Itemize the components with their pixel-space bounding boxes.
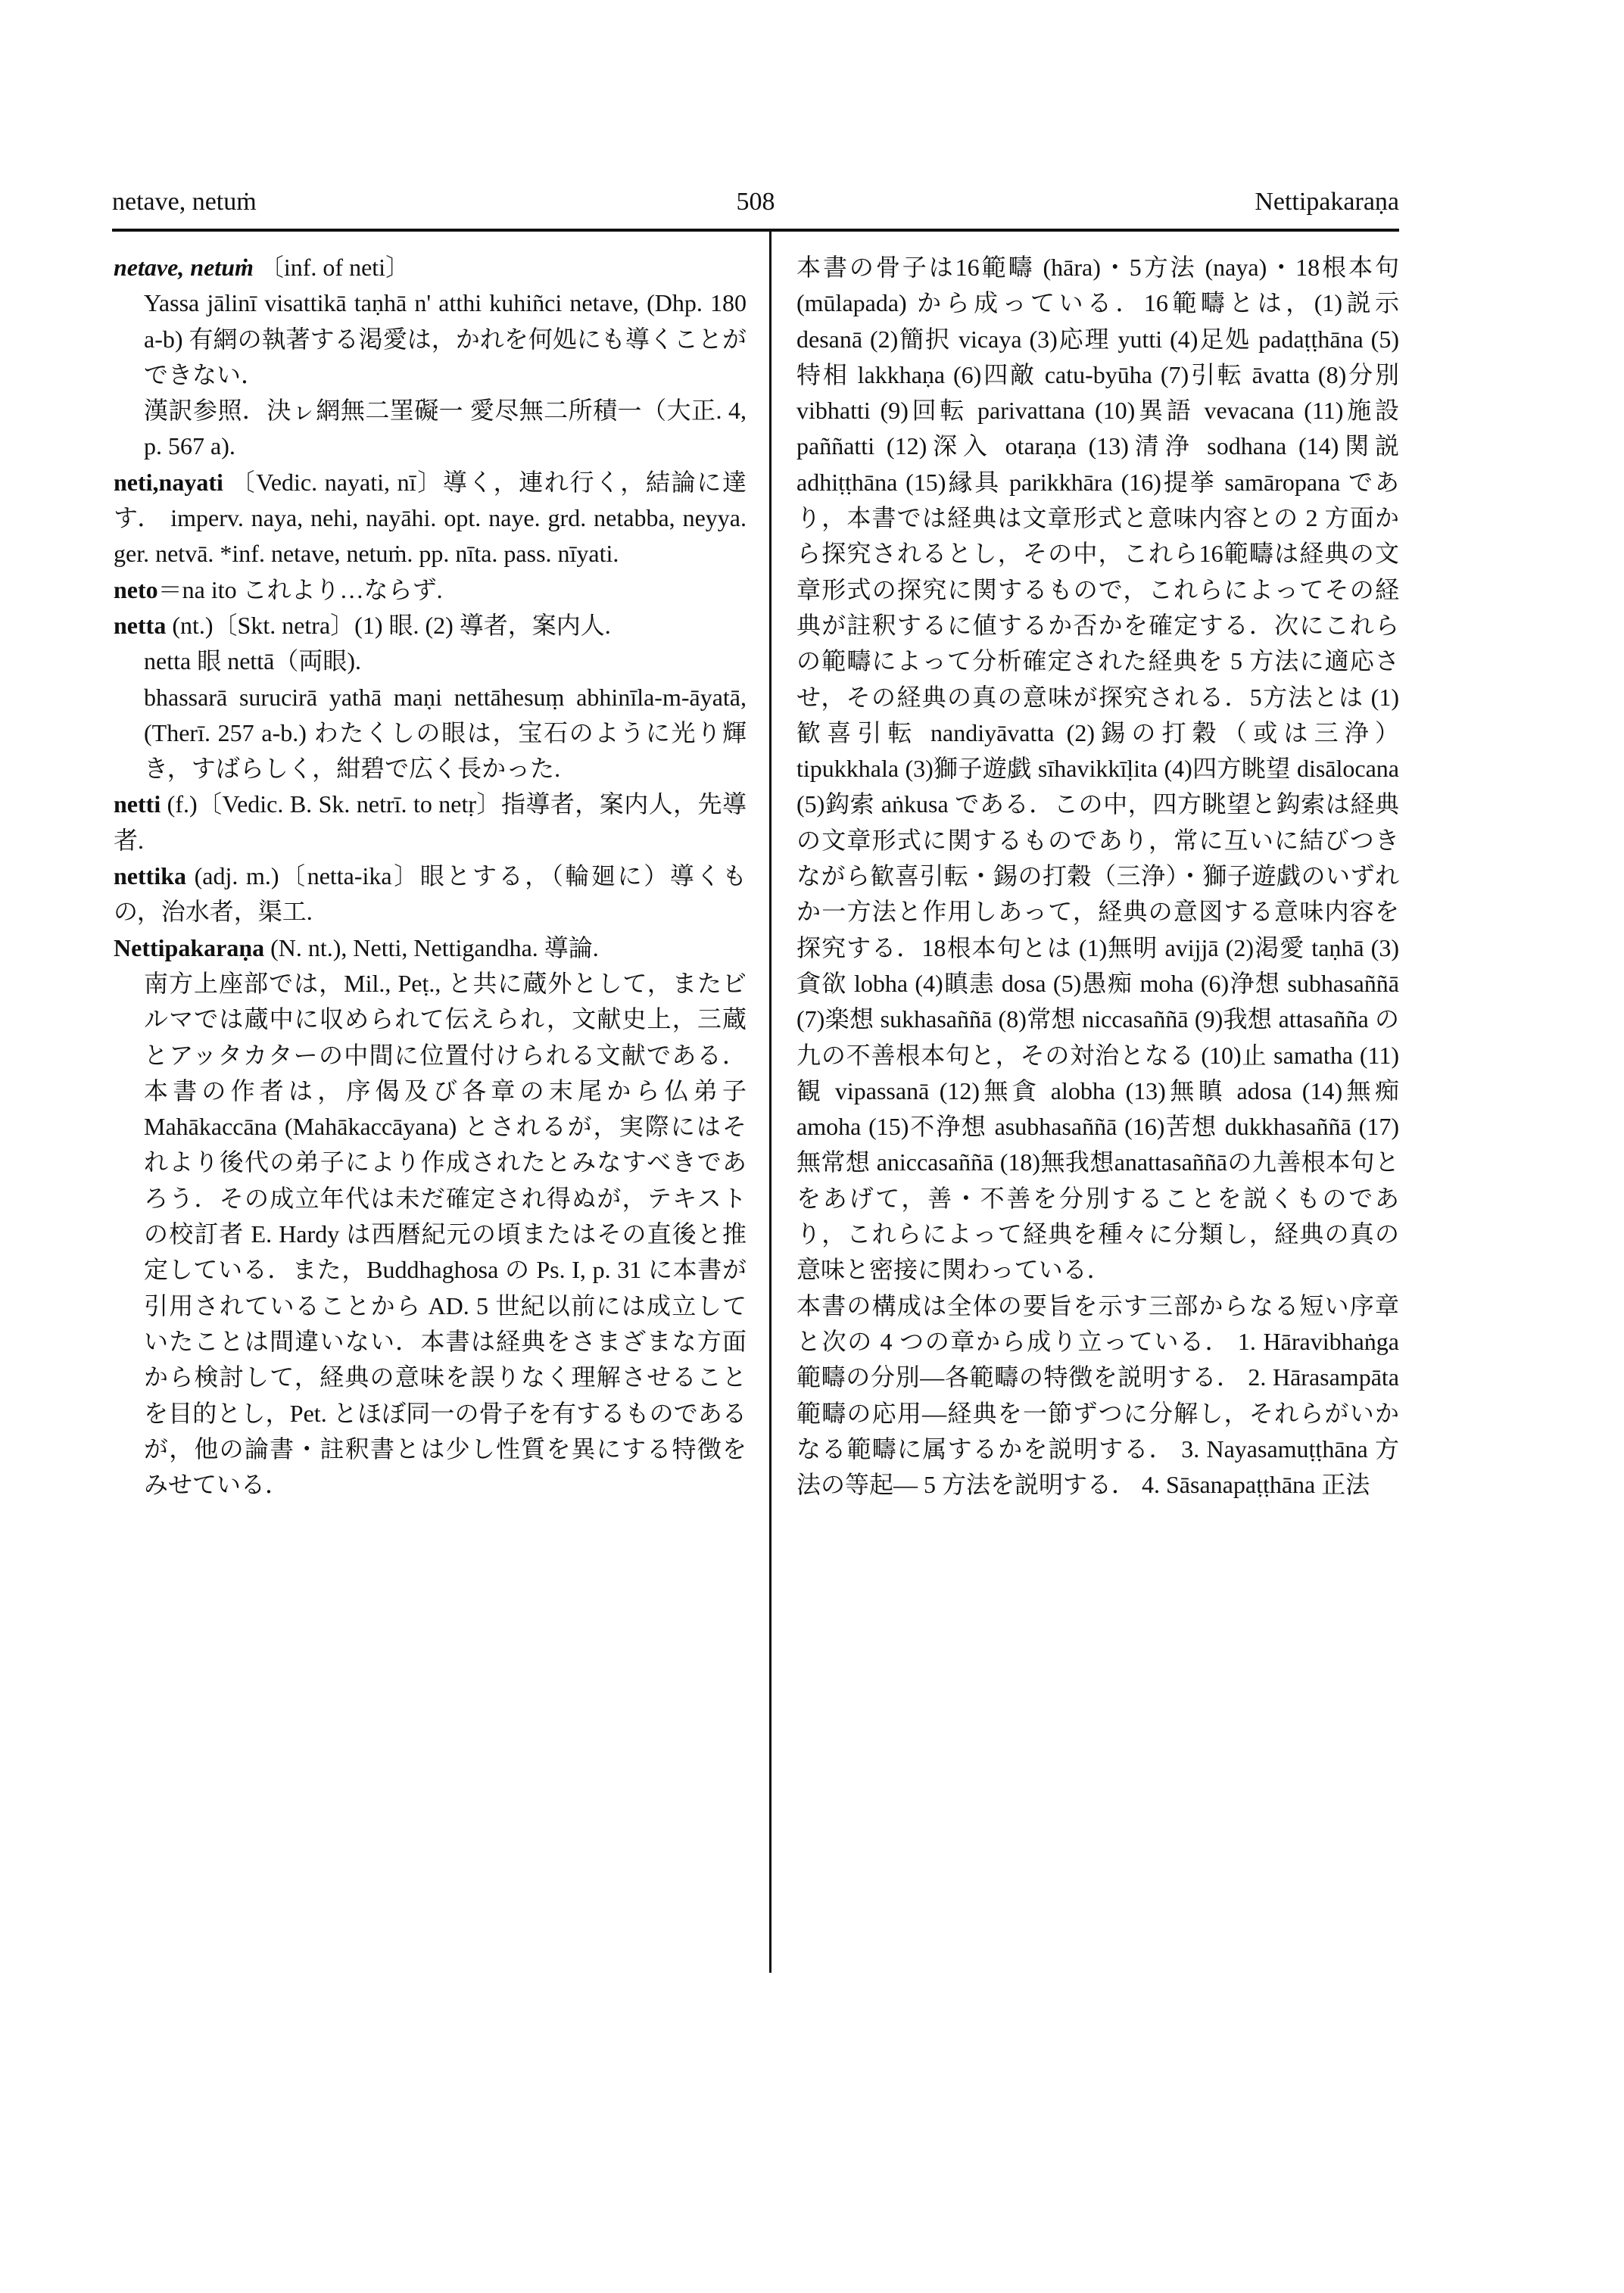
definition: (f.)〔Vedic. B. Sk. netrī. to netṛ〕指導者，案内人，先導者. xyxy=(114,790,747,854)
column-divider xyxy=(769,232,771,1973)
headword: netta xyxy=(114,611,167,639)
definition: (adj. m.)〔netta-ika〕眼とする，（輪廻に）導くもの，治水者，渠工. xyxy=(114,862,747,926)
sub-definition: netta 眼 nettā（両眼). xyxy=(144,647,362,675)
running-head-left: netave, netuṁ xyxy=(112,188,257,216)
headword: neti,nayati xyxy=(114,468,223,496)
right-column xyxy=(796,250,1399,1503)
page-number: 508 xyxy=(736,188,775,216)
page-header xyxy=(112,183,1399,232)
entry-neti xyxy=(114,465,747,572)
grammar-note: 〔inf. of neti〕 xyxy=(259,254,410,281)
description: 南方上座部では，Mil., Peṭ., と共に蔵外として，またビルマでは蔵中に収められて伝えられ，文献史上，三蔵とアッタカターの中間に位置付けられる文献である．本書の作者は，序偈及び各章の末尾から仏弟子 Mahākaccāna (Mahākaccāyana) とされるが，実際にはそれより後代の弟子により作成されたとみなすべきであろう．その成立年代は未だ確定され得ぬが，テキストの校訂者 E. Hardy は西暦紀元の頃またはその直後と推定している．また，Buddhaghosa の Ps. I, p. 31 に本書が引用されていることから AD. 5 世紀以前には成立していたことは間違いない．本書は経典をさまざまな方面から検討して，経典の意味を誤りなく理解させることを目的とし，Pet. とほぼ同一の骨子を有するものであるが，他の論書・註釈書とは少し性質を異にする特徴をみせている． xyxy=(144,969,747,1499)
definition: (nt.)〔Skt. netra〕(1) 眼. (2) 導者，案内人. xyxy=(172,611,611,639)
kanbun-reference: 漢訳参照．決ㇾ網無㆓罣礙㆒ 愛尽無㆓所積㆒（大正. 4, p. 567 a). xyxy=(144,397,747,460)
headword: netti xyxy=(114,790,161,818)
description-continued: 本書の骨子は16範疇 (hāra)・5方法 (naya)・18根本句 (mūlapada) から成っている．16範疇とは，(1)説示 desanā (2)簡択 vicaya (3)応理 yutti (4)足処 padaṭṭhāna (5)特相 lakkhaṇa (6)四敵 catu-byūha (7)引転 āvatta (8)分別 vibhatti (9)回転 parivattana (10)異語 vevacana (11)施設 paññatti (12)深入 otaraṇa (13)清浄 sodhana (14)関説 adhiṭṭhāna (15)縁具 parikkhāra (16)提挙 samāropana であり，本書では経典は文章形式と意味内容との 2 方面から探究されるとし，その中，これら16範疇は経典の文章形式の探究に関するもので，これらによってその経典が註釈するに値するか否かを確定する．次にこれらの範疇によって分析確定された経典を 5 方法に適応させ，その経典の真の意味が探究される．5方法とは (1)歓喜引転 nandiyāvatta (2)錫の打穀（或は三浄）tipukkhala (3)獅子遊戯 sīhavikkīḷita (4)四方眺望 disālocana (5)鈎索 aṅkusa である．この中，四方眺望と鈎索は経典の文章形式に関するものであり，常に互いに結びつきながら歓喜引転・錫の打穀（三浄）・獅子遊戯のいずれか一方法と作用しあって，経典の意図する意味内容を探究する．18根本句とは (1)無明 avijjā (2)渇愛 taṇhā (3)貪欲 lobha (4)瞋恚 dosa (5)愚痴 moha (6)浄想 subhasaññā (7)楽想 sukhasaññā (8)常想 niccasaññā (9)我想 attasañña の九の不善根本句と，その対治となる (10)止 samatha (11)観 vipassanā (12)無貪 alobha (13)無瞋 adosa (14)無痴 amoha (15)不浄想 asubhasaññā (16)苦想 dukkhasaññā (17)無常想 aniccasaññā (18)無我想anattasaññāの九善根本句とをあげて，善・不善を分別することを説くものであり，これらによって経典を種々に分類し，経典の真の意味と密接に関わっている． xyxy=(796,254,1399,1284)
running-head-right: Nettipakaraṇa xyxy=(1255,188,1399,216)
definition: (N. nt.), Netti, Nettigandha. 導論. xyxy=(270,933,599,961)
entry-netti xyxy=(114,787,747,858)
entry-nettipakarana xyxy=(114,930,747,1503)
entry-nettika xyxy=(114,858,747,930)
definition: ＝na ito これより…ならず. xyxy=(157,575,443,603)
headword: Nettipakaraṇa xyxy=(114,933,265,961)
entry-neto xyxy=(114,572,747,608)
definition: 〔Vedic. nayati, nī〕導く，連れ行く，結論に達す． imperv. naya, nehi, nayāhi. opt. naye. grd. netabba, neyya. ger. netvā. *inf. netave, netuṁ. pp. nīta. pass. nīyati. xyxy=(114,468,747,568)
headword: nettika xyxy=(114,862,186,890)
entry-netave xyxy=(114,250,747,465)
headword: neto xyxy=(114,575,158,603)
structure-description: 本書の構成は全体の要旨を示す三部からなる短い序章と次の 4 つの章から成り立っている． 1. Hāravibhaṅga 範疇の分別―各範疇の特徴を説明する． 2. Hārasampāta 範疇の応用―経典を一節ずつに分解し，それらがいかなる範疇に属するかを説明する． 3. Nayasamuṭṭhāna 方法の等起― 5 方法を説明する． 4. Sāsanapaṭṭhāna 正法 xyxy=(796,1291,1399,1499)
headword: netave, netuṁ xyxy=(114,254,254,281)
entry-netta xyxy=(114,608,747,787)
left-column xyxy=(114,250,747,1503)
quote: bhassarā surucirā yathā maṇi nettāhesuṃ abhinīla-m-āyatā, (Therī. 257 a-b.) わたくしの眼は，宝石のように光り輝き，すばらしく，紺碧で広く長かった. xyxy=(144,683,747,783)
quote: Yassa jālinī visattikā taṇhā n' atthi kuhiñci netave, (Dhp. 180 a-b) 有網の執著する渇愛は，かれを何処にも導くことができない． xyxy=(144,289,747,388)
